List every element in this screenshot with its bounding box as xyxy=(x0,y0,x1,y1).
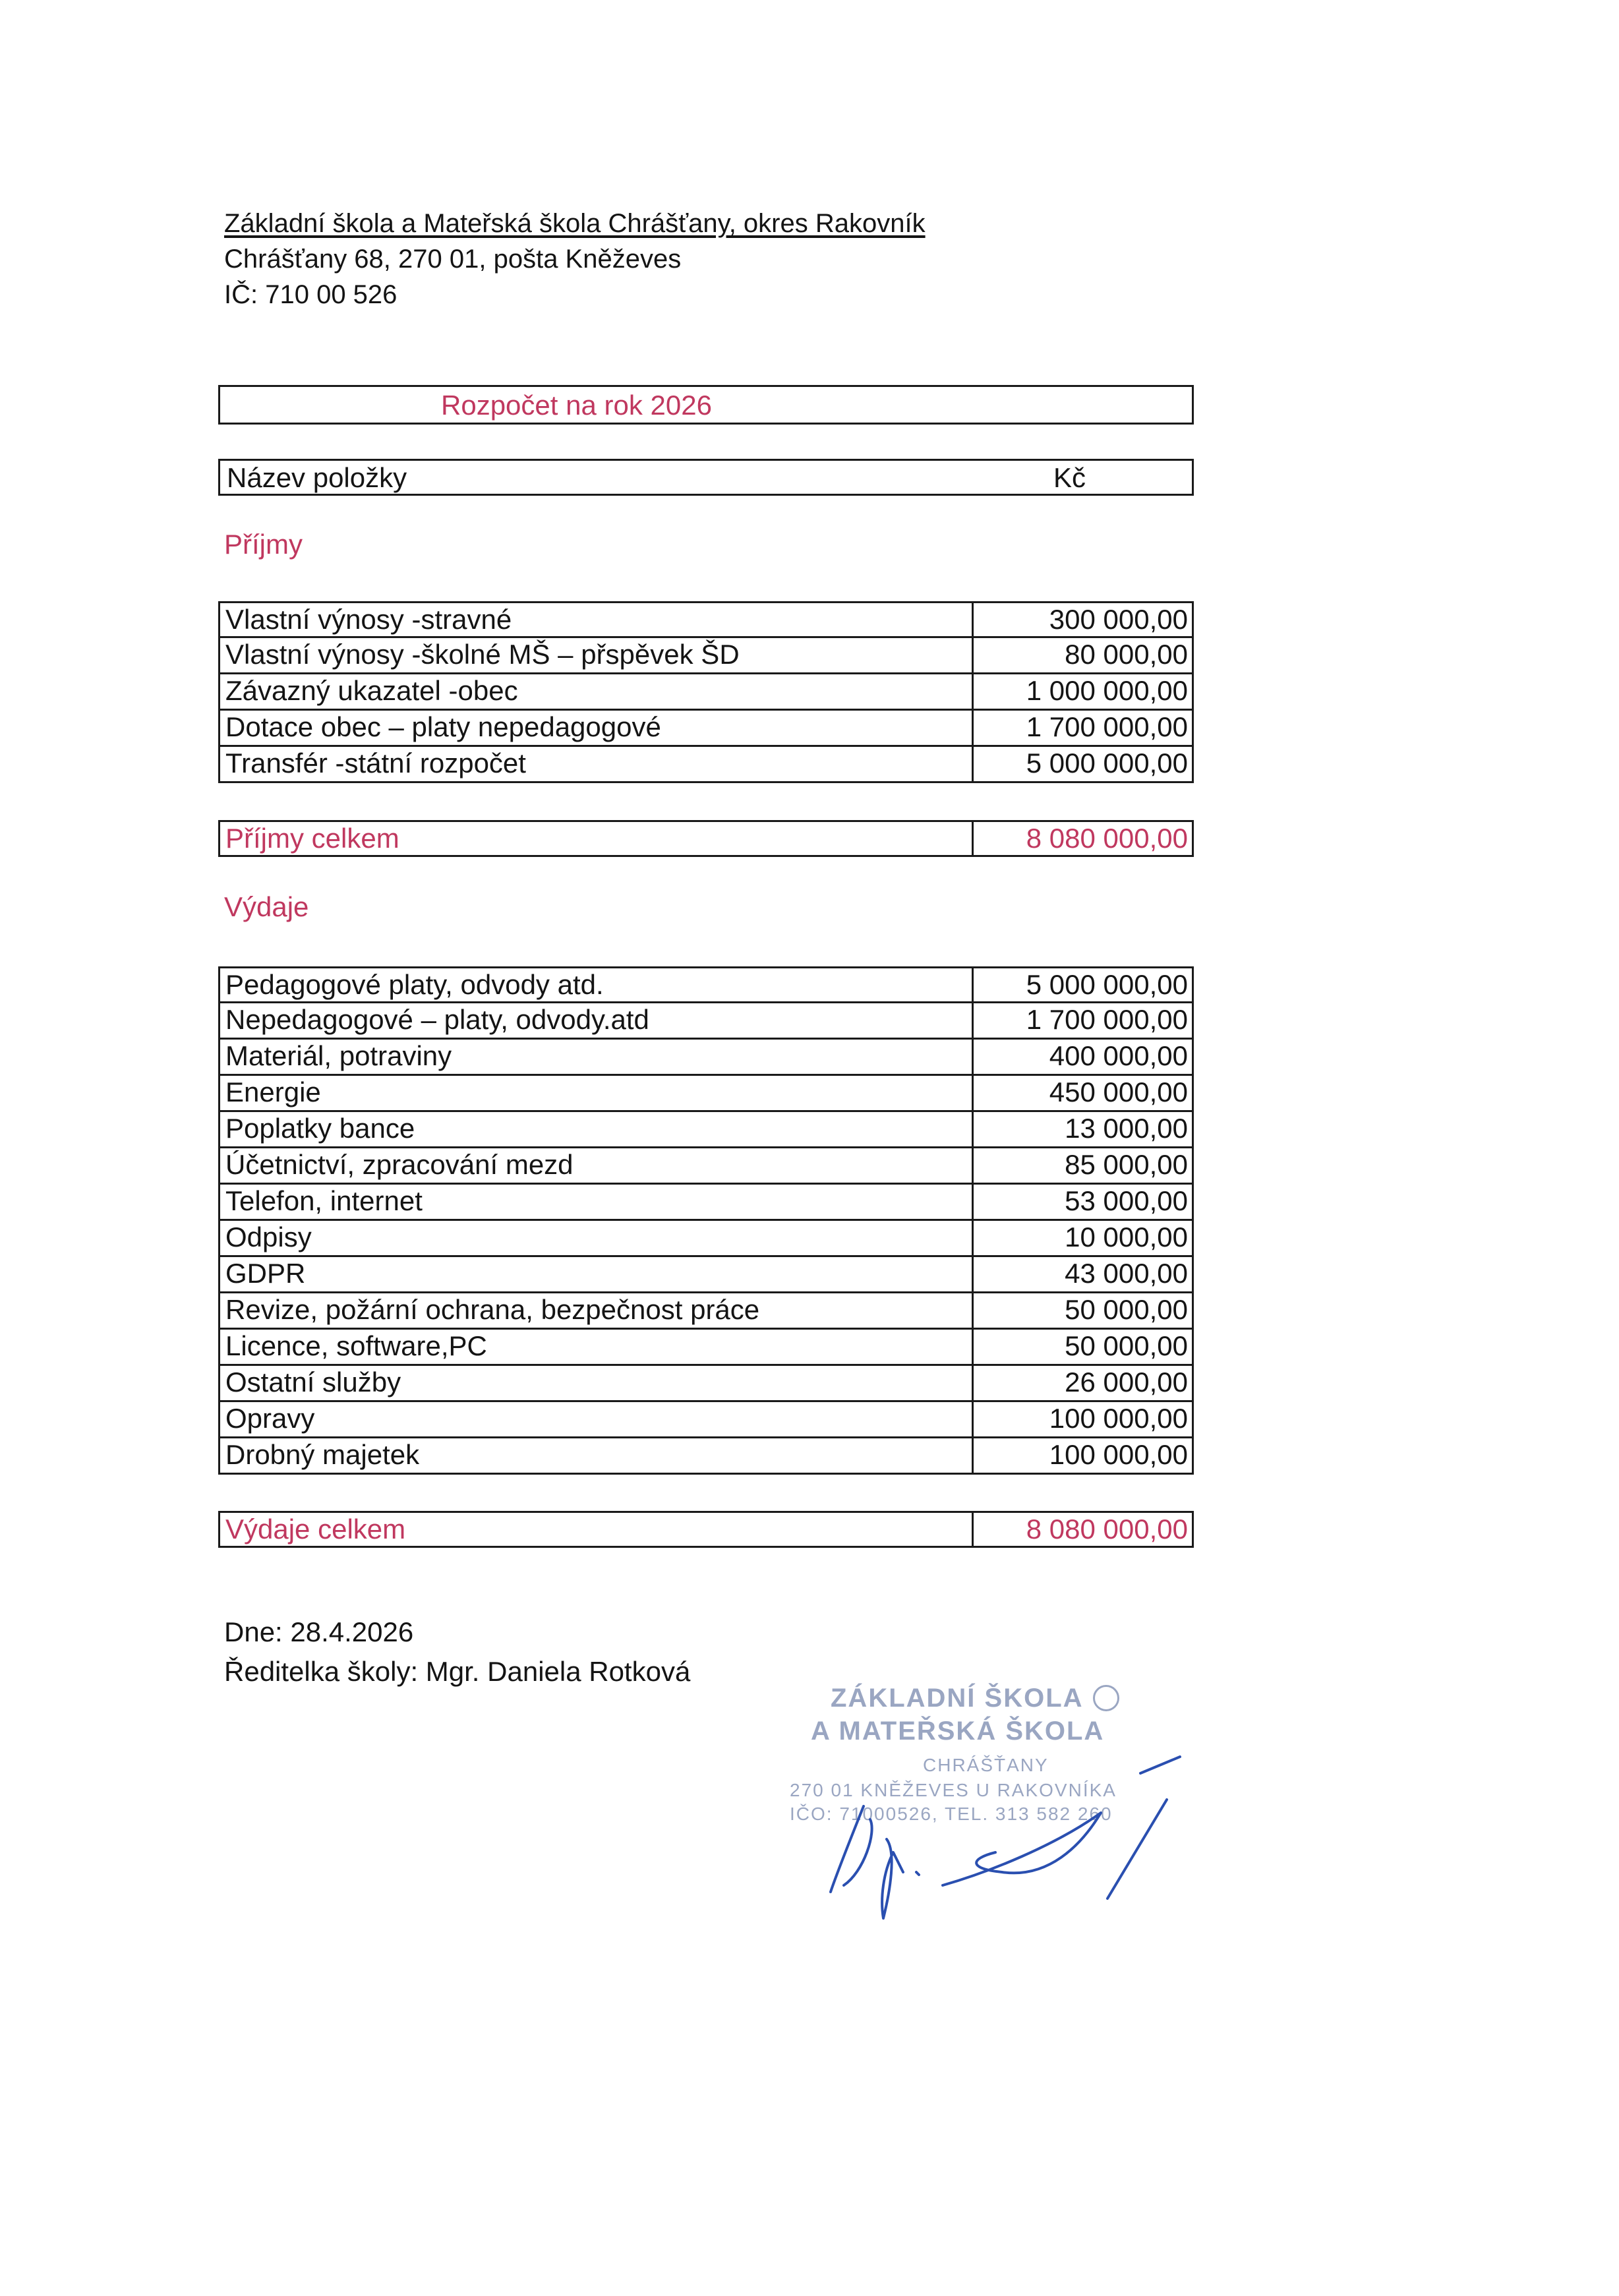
item-name: Účetnictví, zpracování mezd xyxy=(225,1149,574,1180)
item-name: Drobný majetek xyxy=(225,1439,420,1470)
table-row xyxy=(218,711,1194,747)
table-row xyxy=(218,1366,1194,1402)
item-name: Licence, software,PC xyxy=(225,1330,487,1361)
item-amount: 80 000,00 xyxy=(972,638,1192,672)
item-amount: 1 700 000,00 xyxy=(972,711,1192,745)
expenses-total-row xyxy=(218,1511,1194,1548)
item-amount: 5 000 000,00 xyxy=(972,747,1192,781)
column-amount-header: Kč xyxy=(1053,462,1086,493)
table-row xyxy=(218,966,1194,1003)
item-amount: 43 000,00 xyxy=(972,1257,1192,1291)
table-row xyxy=(218,1257,1194,1293)
footer xyxy=(224,1612,690,1692)
table-row xyxy=(218,1040,1194,1076)
stamp-line: ZÁKLADNÍ ŠKOLA xyxy=(831,1684,1084,1713)
item-name: Vlastní výnosy -stravné xyxy=(225,604,512,635)
stamp-line: CHRÁŠŤANY xyxy=(923,1755,1049,1775)
expenses-total-amount: 8 080 000,00 xyxy=(972,1513,1192,1546)
column-header xyxy=(218,459,1194,496)
table-row xyxy=(218,1293,1194,1330)
item-amount: 5 000 000,00 xyxy=(972,968,1192,1001)
income-section-label: Příjmy xyxy=(224,529,303,560)
expenses-total-table xyxy=(218,1511,1194,1548)
income-total-row xyxy=(218,820,1194,857)
table-row xyxy=(218,1402,1194,1438)
table-row xyxy=(218,674,1194,711)
table-row xyxy=(218,747,1194,783)
date-line: Dne: 28.4.2026 xyxy=(224,1616,414,1647)
item-amount: 26 000,00 xyxy=(972,1366,1192,1400)
item-name: Závazný ukazatel -obec xyxy=(225,675,518,706)
school-name: Základní škola a Mateřská škola Chrášťany, okres Rakovník xyxy=(224,209,926,238)
item-amount: 1 700 000,00 xyxy=(972,1003,1192,1038)
item-amount: 10 000,00 xyxy=(972,1221,1192,1255)
income-total-label: Příjmy celkem xyxy=(225,823,399,854)
item-amount: 53 000,00 xyxy=(972,1185,1192,1219)
item-name: Materiál, potraviny xyxy=(225,1040,452,1071)
table-row xyxy=(218,1003,1194,1040)
column-name-header: Název položky xyxy=(227,462,407,493)
expenses-section-label: Výdaje xyxy=(224,891,309,922)
item-name: Poplatky bance xyxy=(225,1113,415,1144)
table-row xyxy=(218,601,1194,638)
director-line: Ředitelka školy: Mgr. Daniela Rotková xyxy=(224,1656,691,1687)
item-name: Vlastní výnosy -školné MŠ – přspěvek ŠD xyxy=(225,639,740,670)
item-amount: 300 000,00 xyxy=(972,603,1192,636)
item-name: GDPR xyxy=(225,1258,306,1289)
table-row xyxy=(218,1221,1194,1257)
item-name: Ostatní služby xyxy=(225,1367,401,1398)
expenses-table xyxy=(218,966,1194,1475)
table-row xyxy=(218,1148,1194,1185)
signature-image xyxy=(771,1674,1233,1925)
item-amount: 50 000,00 xyxy=(972,1330,1192,1364)
school-stamp xyxy=(771,1674,1233,1925)
item-name: Opravy xyxy=(225,1403,315,1434)
income-total-amount: 8 080 000,00 xyxy=(972,822,1192,855)
table-row xyxy=(218,1438,1194,1475)
item-name: Dotace obec – platy nepedagogové xyxy=(225,711,661,742)
budget-title: Rozpočet na rok 2026 xyxy=(441,390,712,421)
expenses-total-label: Výdaje celkem xyxy=(225,1514,406,1545)
item-name: Transfér -státní rozpočet xyxy=(225,748,526,779)
table-row xyxy=(218,1330,1194,1366)
item-amount: 400 000,00 xyxy=(972,1040,1192,1074)
item-name: Pedagogové platy, odvody atd. xyxy=(225,969,604,1000)
item-name: Odpisy xyxy=(225,1222,312,1252)
stamp-line: 270 01 KNĚŽEVES U RAKOVNÍKA xyxy=(790,1780,1117,1800)
table-row xyxy=(218,638,1194,674)
item-amount: 100 000,00 xyxy=(972,1402,1192,1436)
item-name: Nepedagogové – platy, odvody.atd xyxy=(225,1004,649,1035)
budget-title-box xyxy=(218,385,1194,425)
item-name: Telefon, internet xyxy=(225,1185,423,1216)
school-header xyxy=(224,206,926,312)
table-row xyxy=(218,1076,1194,1112)
item-amount: 100 000,00 xyxy=(972,1438,1192,1473)
income-table xyxy=(218,601,1194,783)
table-row xyxy=(218,1185,1194,1221)
income-total-table xyxy=(218,820,1194,857)
item-name: Energie xyxy=(225,1076,321,1107)
stamp-line: IČO: 71000526, TEL. 313 582 260 xyxy=(790,1804,1113,1824)
item-name: Revize, požární ochrana, bezpečnost práce xyxy=(225,1294,760,1325)
item-amount: 1 000 000,00 xyxy=(972,674,1192,709)
item-amount: 13 000,00 xyxy=(972,1112,1192,1146)
item-amount: 450 000,00 xyxy=(972,1076,1192,1110)
item-amount: 50 000,00 xyxy=(972,1293,1192,1328)
stamp-line: A MATEŘSKÁ ŠKOLA xyxy=(811,1717,1105,1746)
item-amount: 85 000,00 xyxy=(972,1148,1192,1183)
school-address: Chrášťany 68, 270 01, pošta Kněževes xyxy=(224,245,682,274)
school-ico: IČ: 710 00 526 xyxy=(224,280,397,309)
table-row xyxy=(218,1112,1194,1148)
